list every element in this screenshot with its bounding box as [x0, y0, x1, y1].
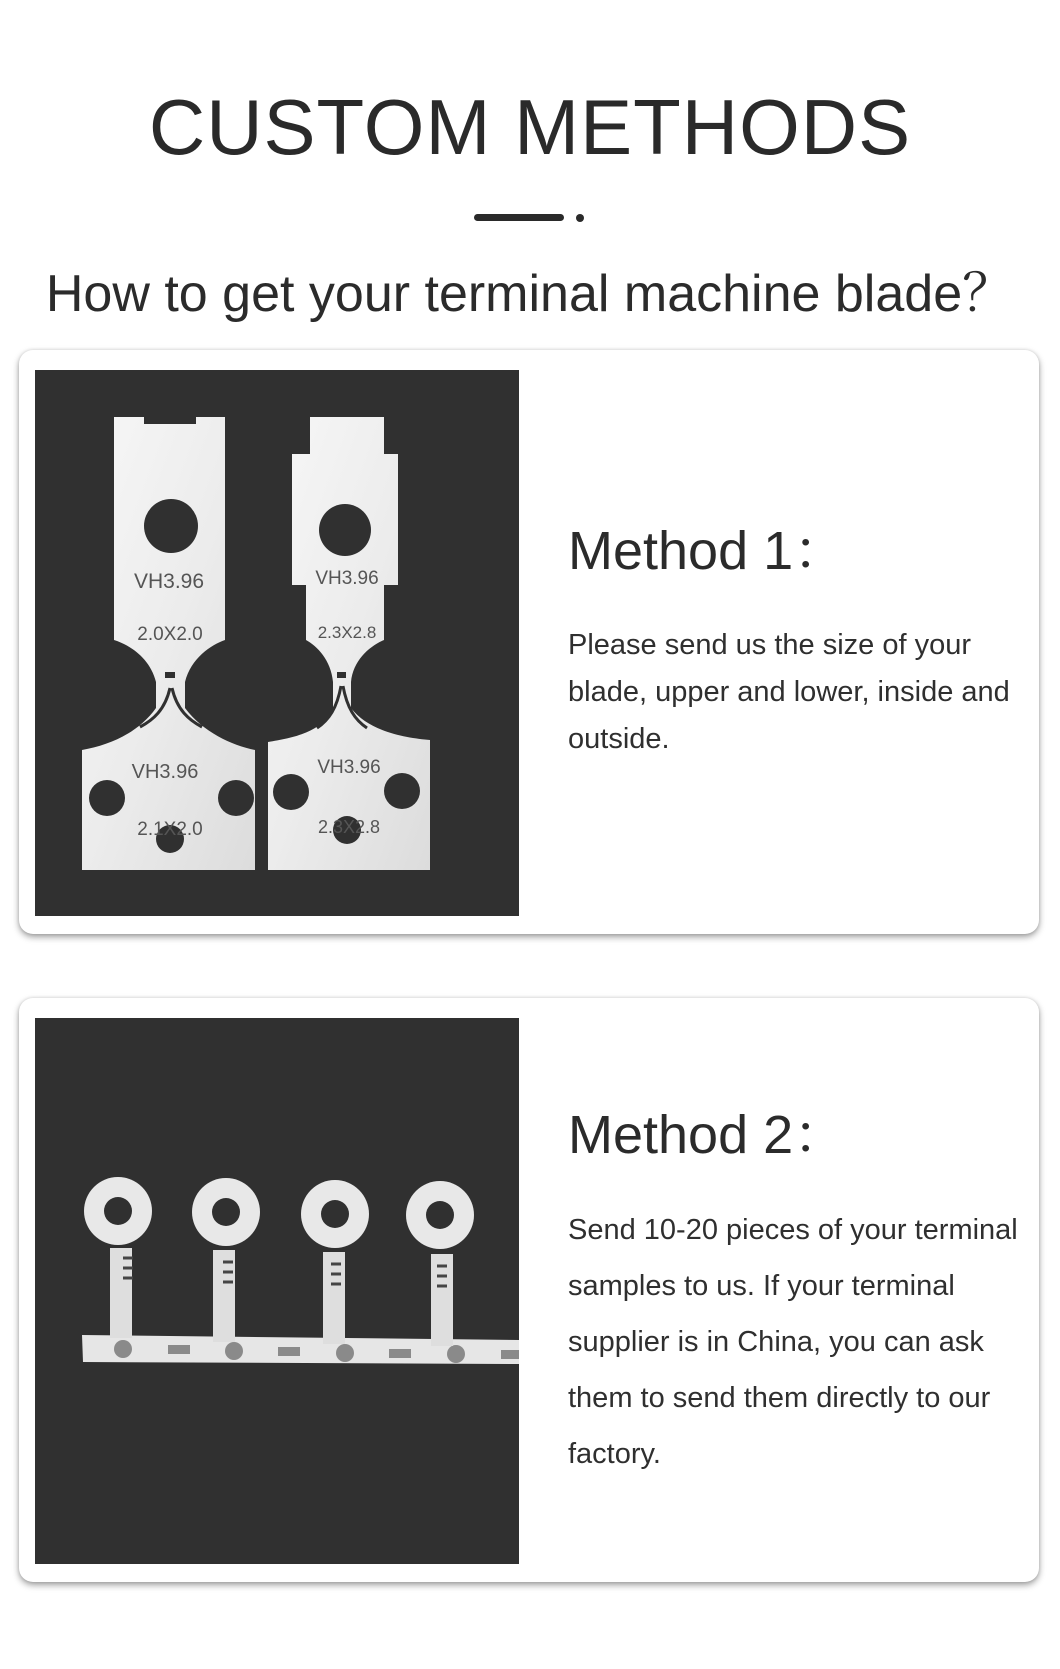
- method-description: Please send us the size of your blade, upper and lower, inside and outside.: [568, 629, 1010, 755]
- hole-icon: [144, 499, 198, 553]
- blade-label: VH3.96: [133, 570, 205, 593]
- page-subtitle: How to get your terminal machine blade？: [45, 265, 1015, 323]
- method-heading: Method 1：: [568, 521, 848, 581]
- method-2-card: [19, 998, 1039, 1582]
- right-blade: [268, 417, 430, 870]
- title-divider: [474, 214, 590, 222]
- terminal-strip-illustration: [35, 1018, 519, 1564]
- left-blade: [82, 417, 255, 870]
- terminal-photo: [35, 1018, 519, 1564]
- blade-label: 2.0X2.0: [137, 624, 203, 645]
- blade-label: 2.1X2.0: [137, 819, 203, 840]
- divider-bar: [474, 214, 564, 221]
- blade-label: VH3.96: [315, 568, 379, 589]
- ring-terminal: [84, 1177, 152, 1338]
- page-title: CUSTOM METHODS: [148, 83, 912, 171]
- method-1-text: [568, 521, 1018, 763]
- ring-terminal: [406, 1181, 474, 1346]
- blade-label: VH3.96: [131, 761, 199, 783]
- method-2-text: [568, 1105, 1018, 1482]
- blade-label: VH3.96: [317, 757, 381, 778]
- divider-dot: [576, 214, 584, 222]
- ring-terminal: [301, 1180, 369, 1344]
- ring-terminal: [192, 1178, 260, 1342]
- method-description: Send 10-20 pieces of your terminal samples to us. If your terminal supplier is in China, you can ask them to send them directly to our factory.: [568, 1214, 1018, 1470]
- method-heading: Method 2：: [568, 1105, 848, 1165]
- blade-label: 2.3X2.8: [317, 817, 381, 837]
- method-1-card: [19, 350, 1039, 934]
- blade-photo: [35, 370, 519, 916]
- blade-label: 2.3X2.8: [317, 623, 377, 642]
- blade-illustration: [35, 370, 519, 916]
